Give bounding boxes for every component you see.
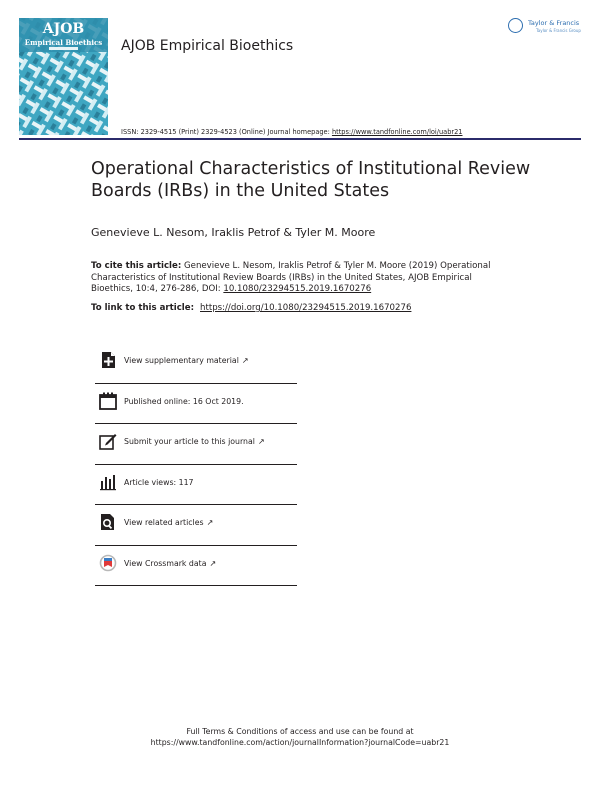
journal-cover [19, 18, 108, 135]
issn-text: ISSN: 2329-4515 (Print) 2329-4523 (Online) Journal homepage: [121, 128, 332, 136]
bar-chart-icon [99, 473, 117, 491]
related-search-icon [99, 513, 117, 531]
footer [0, 727, 600, 748]
footer-url[interactable]: https://www.tandfonline.com/action/journalInformation?journalCode=uabr21 [150, 737, 450, 747]
supplementary-icon [99, 351, 117, 369]
journal-homepage-link[interactable]: https://www.tandfonline.com/loi/uabr21 [331, 128, 463, 136]
edit-icon [99, 432, 117, 450]
action-label: View Crossmark data ↗ [124, 558, 217, 568]
article-title: Operational Characteristics of Institutional Review Boards (IRBs) in the United States [91, 159, 531, 201]
doi-link[interactable]: 10.1080/23294515.2019.1670276 [223, 284, 372, 294]
link-label: To link to this article: [91, 303, 195, 313]
action-supplementary[interactable] [95, 343, 297, 384]
action-views [95, 465, 297, 506]
article-doi-url[interactable]: https://doi.org/10.1080/23294515.2019.1670276 [200, 303, 412, 313]
action-label: View supplementary material ↗ [124, 356, 249, 365]
action-crossmark[interactable] [95, 546, 297, 587]
citation-block [91, 261, 511, 296]
external-link-icon: ↗ [257, 437, 265, 446]
publisher-name: Taylor & Francis [528, 19, 580, 27]
action-label: View related articles ↗ [124, 518, 214, 527]
publisher-logo[interactable] [508, 16, 588, 38]
cite-label: To cite this article: [91, 261, 182, 271]
footer-terms: Full Terms & Conditions of access and use can be found at [186, 727, 414, 736]
external-link-icon: ↗ [209, 558, 217, 568]
cover-title: AJOB [42, 21, 85, 37]
publisher-subname: Taylor & Francis Group [536, 28, 581, 33]
cite-text: Genevieve L. Nesom, Iraklis Petrof & Tyler M. Moore (2019) Operational Characteristics of Institutional Review Boards (IRBs) in the United States, AJOB Empirical Bioethics, 10:4, 276-286, DOI: [91, 261, 491, 294]
action-published [95, 384, 297, 425]
cover-subtitle: Empirical Bioethics [24, 38, 103, 47]
article-actions [95, 343, 297, 586]
crossmark-icon [99, 554, 117, 572]
action-related[interactable] [95, 505, 297, 546]
publisher-logo-icon [508, 18, 523, 33]
issn-line [121, 128, 463, 136]
action-label: Submit your article to this journal ↗ [124, 437, 265, 446]
journal-title: AJOB Empirical Bioethics [121, 38, 294, 54]
article-link-line [91, 303, 411, 313]
action-label: Published online: 16 Oct 2019. [124, 396, 244, 406]
external-link-icon: ↗ [206, 518, 214, 527]
calendar-icon [99, 392, 117, 410]
cover-band [49, 47, 78, 50]
header-divider [19, 138, 581, 140]
article-authors: Genevieve L. Nesom, Iraklis Petrof & Tyler M. Moore [91, 226, 376, 239]
external-link-icon: ↗ [241, 356, 249, 365]
action-label: Article views: 117 [124, 477, 194, 487]
action-submit[interactable] [95, 424, 297, 465]
